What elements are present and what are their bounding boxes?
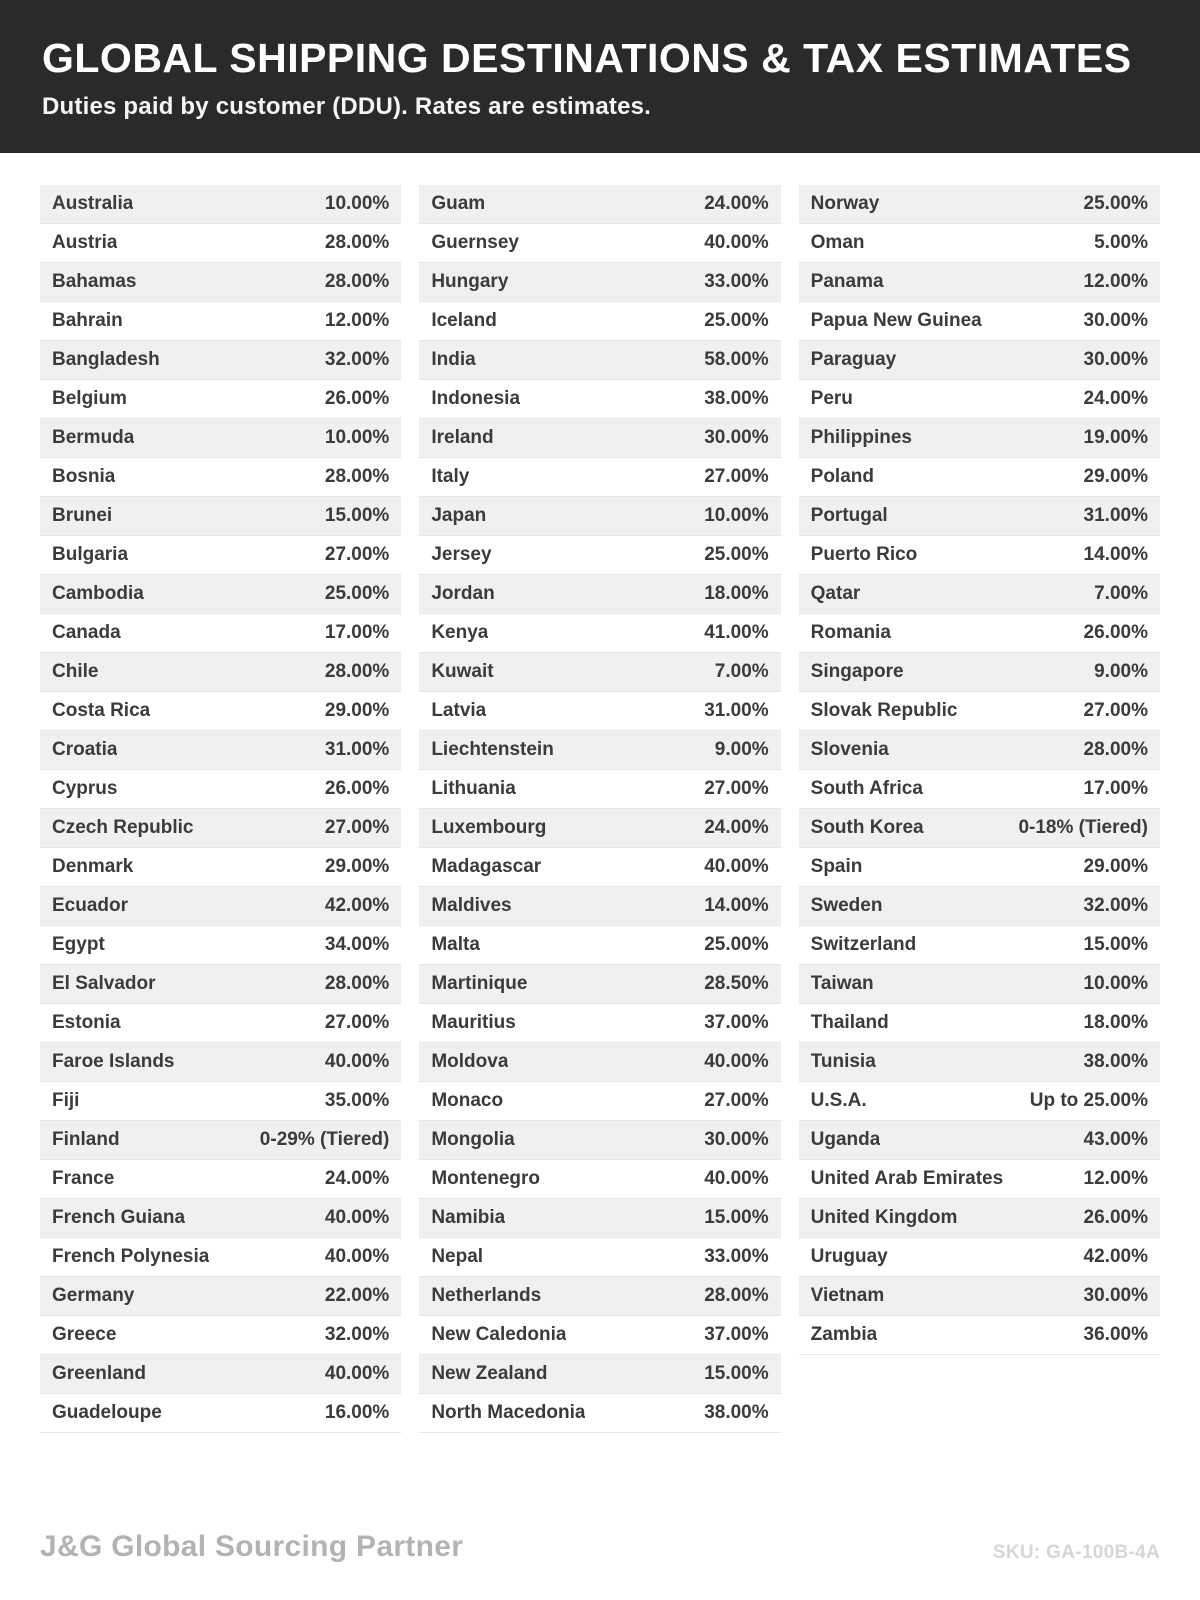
tax-rate: 30.00% bbox=[1083, 1285, 1148, 1307]
country-name: Cyprus bbox=[52, 778, 118, 800]
table-row bbox=[419, 224, 780, 263]
table-row bbox=[40, 575, 401, 614]
table-row bbox=[419, 536, 780, 575]
table-row bbox=[799, 731, 1160, 770]
table-row bbox=[799, 1238, 1160, 1277]
tax-rate: 37.00% bbox=[704, 1324, 769, 1346]
country-name: Lithuania bbox=[431, 778, 516, 800]
tax-rate: 27.00% bbox=[704, 778, 769, 800]
country-name: Uganda bbox=[810, 1129, 881, 1151]
tax-rate: 16.00% bbox=[324, 1402, 390, 1424]
rates-column-2 bbox=[419, 185, 780, 1433]
table-row bbox=[419, 848, 780, 887]
tax-rate: 42.00% bbox=[324, 895, 390, 917]
tax-rate: 28.50% bbox=[704, 973, 769, 995]
country-name: Taiwan bbox=[810, 973, 874, 995]
table-row bbox=[40, 887, 401, 926]
country-name: Cambodia bbox=[52, 583, 144, 605]
country-name: Vietnam bbox=[810, 1285, 885, 1307]
table-row bbox=[40, 926, 401, 965]
country-name: South Africa bbox=[810, 778, 923, 800]
tax-rate: 5.00% bbox=[1094, 232, 1148, 254]
table-row bbox=[40, 692, 401, 731]
tax-rate: 32.00% bbox=[324, 349, 390, 371]
country-name: Maldives bbox=[431, 895, 512, 917]
country-name: Ecuador bbox=[52, 895, 129, 917]
table-row bbox=[799, 1043, 1160, 1082]
tax-rate: 31.00% bbox=[324, 739, 390, 761]
tax-rate: 24.00% bbox=[704, 817, 769, 839]
tax-rate: 7.00% bbox=[714, 661, 769, 683]
table-row bbox=[40, 965, 401, 1004]
country-name: Estonia bbox=[52, 1012, 121, 1034]
country-name: Jersey bbox=[431, 544, 492, 566]
country-name: Mauritius bbox=[431, 1012, 516, 1034]
tax-rate: 36.00% bbox=[1083, 1324, 1148, 1346]
table-row bbox=[419, 965, 780, 1004]
table-row bbox=[40, 809, 401, 848]
country-name: Tunisia bbox=[810, 1051, 876, 1073]
table-row bbox=[799, 848, 1160, 887]
country-name: Ireland bbox=[431, 427, 494, 449]
tax-rate: 38.00% bbox=[704, 388, 769, 410]
country-name: Iceland bbox=[431, 310, 497, 332]
table-row bbox=[40, 1160, 401, 1199]
table-row bbox=[799, 536, 1160, 575]
tax-rate: 35.00% bbox=[324, 1090, 390, 1112]
tax-rate: 27.00% bbox=[324, 544, 390, 566]
country-name: Liechtenstein bbox=[431, 739, 554, 761]
country-name: Latvia bbox=[431, 700, 487, 722]
country-name: Uruguay bbox=[810, 1246, 888, 1268]
tax-rate: 22.00% bbox=[324, 1285, 390, 1307]
tax-rate: 40.00% bbox=[704, 1051, 769, 1073]
table-row bbox=[799, 1082, 1160, 1121]
table-row bbox=[799, 341, 1160, 380]
tax-rate: 32.00% bbox=[1083, 895, 1148, 917]
table-row bbox=[419, 380, 780, 419]
table-row bbox=[799, 380, 1160, 419]
table-row bbox=[419, 1199, 780, 1238]
country-name: Mongolia bbox=[431, 1129, 515, 1151]
tax-rate: 18.00% bbox=[704, 583, 769, 605]
country-name: U.S.A. bbox=[810, 1090, 867, 1112]
tax-rate: 40.00% bbox=[324, 1246, 390, 1268]
table-row bbox=[799, 809, 1160, 848]
tax-rate: 28.00% bbox=[704, 1285, 769, 1307]
table-row bbox=[419, 458, 780, 497]
table-row bbox=[419, 302, 780, 341]
tax-rate: 43.00% bbox=[1083, 1129, 1148, 1151]
country-name: Singapore bbox=[810, 661, 904, 683]
country-name: Philippines bbox=[810, 427, 913, 449]
table-row bbox=[419, 1355, 780, 1394]
table-row bbox=[799, 419, 1160, 458]
table-row bbox=[419, 419, 780, 458]
tax-rate: 15.00% bbox=[1083, 934, 1148, 956]
tax-rate: 10.00% bbox=[324, 427, 390, 449]
table-row bbox=[799, 497, 1160, 536]
tax-rate: 0-18% (Tiered) bbox=[1018, 817, 1148, 839]
table-row bbox=[799, 653, 1160, 692]
country-name: New Zealand bbox=[431, 1363, 548, 1385]
table-row bbox=[40, 1082, 401, 1121]
country-name: Chile bbox=[52, 661, 99, 683]
country-name: Papua New Guinea bbox=[810, 310, 982, 332]
tax-rate: 26.00% bbox=[324, 388, 390, 410]
country-name: Slovak Republic bbox=[810, 700, 958, 722]
table-row bbox=[419, 1316, 780, 1355]
tax-rate: 29.00% bbox=[324, 700, 390, 722]
tax-rate: 40.00% bbox=[324, 1363, 390, 1385]
country-name: Fiji bbox=[52, 1090, 80, 1112]
page-subtitle: Duties paid by customer (DDU). Rates are estimates. bbox=[42, 93, 652, 121]
country-name: Namibia bbox=[431, 1207, 506, 1229]
country-name: Greenland bbox=[52, 1363, 146, 1385]
tax-rate: 24.00% bbox=[1083, 388, 1148, 410]
country-name: Croatia bbox=[52, 739, 118, 761]
table-row bbox=[419, 653, 780, 692]
tax-rate: 25.00% bbox=[704, 934, 769, 956]
country-name: Spain bbox=[810, 856, 863, 878]
table-row bbox=[419, 1160, 780, 1199]
tax-rate: 15.00% bbox=[704, 1363, 769, 1385]
country-name: Moldova bbox=[431, 1051, 509, 1073]
tax-rate: 26.00% bbox=[324, 778, 390, 800]
table-row bbox=[419, 1043, 780, 1082]
table-row bbox=[40, 1004, 401, 1043]
tax-rate: 28.00% bbox=[324, 973, 390, 995]
tax-rate: 17.00% bbox=[1083, 778, 1148, 800]
table-row bbox=[799, 965, 1160, 1004]
tax-rate: 29.00% bbox=[1083, 856, 1148, 878]
footer bbox=[40, 1530, 1160, 1564]
tax-rate: 31.00% bbox=[704, 700, 769, 722]
table-row bbox=[419, 341, 780, 380]
country-name: Paraguay bbox=[810, 349, 897, 371]
country-name: Netherlands bbox=[431, 1285, 542, 1307]
country-name: New Caledonia bbox=[431, 1324, 567, 1346]
country-name: Guadeloupe bbox=[52, 1402, 162, 1424]
tax-rate: 12.00% bbox=[1083, 271, 1148, 293]
tax-rate: 27.00% bbox=[324, 817, 390, 839]
country-name: Romania bbox=[810, 622, 891, 644]
table-row bbox=[419, 692, 780, 731]
tax-rate: 30.00% bbox=[1083, 310, 1148, 332]
tax-rate: 14.00% bbox=[1083, 544, 1148, 566]
tax-rate: 37.00% bbox=[704, 1012, 769, 1034]
country-name: Jordan bbox=[431, 583, 495, 605]
tax-rate: 30.00% bbox=[704, 427, 769, 449]
country-name: Egypt bbox=[52, 934, 105, 956]
country-name: Portugal bbox=[810, 505, 888, 527]
tax-rate: 28.00% bbox=[324, 271, 390, 293]
tax-rate: 26.00% bbox=[1083, 1207, 1148, 1229]
tax-rate: 33.00% bbox=[704, 1246, 769, 1268]
table-row bbox=[419, 1082, 780, 1121]
tax-rate: Up to 25.00% bbox=[1029, 1090, 1148, 1112]
country-name: Montenegro bbox=[431, 1168, 541, 1190]
table-row bbox=[40, 497, 401, 536]
table-row bbox=[40, 1121, 401, 1160]
table-row bbox=[799, 614, 1160, 653]
country-name: Germany bbox=[52, 1285, 135, 1307]
country-name: Canada bbox=[52, 622, 121, 644]
country-name: North Macedonia bbox=[431, 1402, 586, 1424]
country-name: Luxembourg bbox=[431, 817, 547, 839]
country-name: Italy bbox=[431, 466, 470, 488]
tax-rate: 15.00% bbox=[324, 505, 390, 527]
tax-rate: 24.00% bbox=[704, 193, 769, 215]
country-name: Denmark bbox=[52, 856, 134, 878]
tax-rate: 12.00% bbox=[1083, 1168, 1148, 1190]
tax-rate: 28.00% bbox=[324, 466, 390, 488]
tax-rate: 10.00% bbox=[704, 505, 769, 527]
table-row bbox=[799, 692, 1160, 731]
table-row bbox=[419, 731, 780, 770]
country-name: Monaco bbox=[431, 1090, 504, 1112]
table-row bbox=[40, 1316, 401, 1355]
country-name: Japan bbox=[431, 505, 487, 527]
tax-rate: 40.00% bbox=[324, 1207, 390, 1229]
tax-rate: 38.00% bbox=[704, 1402, 769, 1424]
tax-rate: 29.00% bbox=[1083, 466, 1148, 488]
table-row bbox=[799, 263, 1160, 302]
table-row bbox=[419, 263, 780, 302]
table-row bbox=[40, 224, 401, 263]
table-row bbox=[799, 185, 1160, 224]
tax-rate: 10.00% bbox=[1083, 973, 1148, 995]
country-name: France bbox=[52, 1168, 115, 1190]
table-row bbox=[799, 1277, 1160, 1316]
country-name: Nepal bbox=[431, 1246, 484, 1268]
table-row bbox=[419, 575, 780, 614]
tax-rate: 28.00% bbox=[324, 232, 390, 254]
country-name: Peru bbox=[810, 388, 853, 410]
country-name: Bahamas bbox=[52, 271, 137, 293]
table-row bbox=[40, 1277, 401, 1316]
country-name: Bangladesh bbox=[52, 349, 160, 371]
country-name: United Arab Emirates bbox=[810, 1168, 1004, 1190]
country-name: Austria bbox=[52, 232, 118, 254]
table-row bbox=[40, 1238, 401, 1277]
rates-column-3 bbox=[799, 185, 1160, 1433]
tax-rate: 24.00% bbox=[324, 1168, 390, 1190]
country-name: Bermuda bbox=[52, 427, 135, 449]
table-row bbox=[419, 1121, 780, 1160]
page-title: GLOBAL SHIPPING DESTINATIONS & TAX ESTIMATES bbox=[42, 35, 1132, 81]
tax-rate: 33.00% bbox=[704, 271, 769, 293]
table-row bbox=[40, 1199, 401, 1238]
table-row bbox=[799, 575, 1160, 614]
tax-rate: 40.00% bbox=[704, 232, 769, 254]
tax-rate: 0-29% (Tiered) bbox=[259, 1129, 390, 1151]
tax-rate: 40.00% bbox=[704, 1168, 769, 1190]
country-name: India bbox=[431, 349, 476, 371]
table-row bbox=[40, 770, 401, 809]
table-row bbox=[419, 1238, 780, 1277]
tax-rate: 27.00% bbox=[1083, 700, 1148, 722]
table-row bbox=[419, 1394, 780, 1433]
table-row bbox=[419, 926, 780, 965]
table-row bbox=[40, 653, 401, 692]
country-name: Bahrain bbox=[52, 310, 123, 332]
table-row bbox=[40, 458, 401, 497]
table-row bbox=[40, 263, 401, 302]
table-row bbox=[40, 614, 401, 653]
country-name: Martinique bbox=[431, 973, 528, 995]
brand-name: J&G Global Sourcing Partner bbox=[40, 1530, 464, 1563]
country-name: Norway bbox=[810, 193, 880, 215]
table-row bbox=[40, 1394, 401, 1433]
tax-rate: 38.00% bbox=[1083, 1051, 1148, 1073]
country-name: Madagascar bbox=[431, 856, 542, 878]
tax-rate: 28.00% bbox=[1083, 739, 1148, 761]
tax-rate: 9.00% bbox=[1094, 661, 1148, 683]
rates-table bbox=[40, 185, 1160, 1433]
table-row bbox=[40, 1043, 401, 1082]
country-name: Panama bbox=[810, 271, 884, 293]
tax-rate: 25.00% bbox=[1083, 193, 1148, 215]
country-name: French Guiana bbox=[52, 1207, 186, 1229]
table-row bbox=[40, 419, 401, 458]
country-name: Puerto Rico bbox=[810, 544, 918, 566]
tax-rate: 27.00% bbox=[704, 1090, 769, 1112]
table-row bbox=[799, 1316, 1160, 1355]
country-name: Malta bbox=[431, 934, 480, 956]
country-name: Zambia bbox=[810, 1324, 878, 1346]
tax-rate: 30.00% bbox=[704, 1129, 769, 1151]
country-name: Guam bbox=[431, 193, 486, 215]
country-name: Switzerland bbox=[810, 934, 917, 956]
table-row bbox=[799, 458, 1160, 497]
country-name: Thailand bbox=[810, 1012, 889, 1034]
table-row bbox=[40, 848, 401, 887]
tax-rate: 32.00% bbox=[324, 1324, 390, 1346]
tax-rate: 14.00% bbox=[704, 895, 769, 917]
country-name: Australia bbox=[52, 193, 134, 215]
tax-rate: 7.00% bbox=[1094, 583, 1148, 605]
country-name: Belgium bbox=[52, 388, 127, 410]
country-name: Greece bbox=[52, 1324, 117, 1346]
table-row bbox=[419, 1277, 780, 1316]
tax-rate: 41.00% bbox=[704, 622, 769, 644]
country-name: Brunei bbox=[52, 505, 113, 527]
table-row bbox=[419, 185, 780, 224]
tax-rate: 31.00% bbox=[1083, 505, 1148, 527]
tax-rate: 30.00% bbox=[1083, 349, 1148, 371]
table-row bbox=[799, 224, 1160, 263]
tax-rate: 42.00% bbox=[1083, 1246, 1148, 1268]
sku-label: SKU: GA-100B-4A bbox=[992, 1542, 1160, 1563]
country-name: Oman bbox=[810, 232, 865, 254]
rates-column-1 bbox=[40, 185, 401, 1433]
tax-rate: 34.00% bbox=[324, 934, 390, 956]
country-name: Kuwait bbox=[431, 661, 494, 683]
table-row bbox=[40, 536, 401, 575]
country-name: South Korea bbox=[810, 817, 924, 839]
table-row bbox=[799, 887, 1160, 926]
tax-rate: 27.00% bbox=[324, 1012, 390, 1034]
table-row bbox=[799, 926, 1160, 965]
tax-rate: 12.00% bbox=[324, 310, 390, 332]
table-row bbox=[419, 887, 780, 926]
tax-rate: 27.00% bbox=[704, 466, 769, 488]
table-row bbox=[419, 614, 780, 653]
country-name: Indonesia bbox=[431, 388, 521, 410]
table-row bbox=[40, 731, 401, 770]
country-name: Finland bbox=[52, 1129, 120, 1151]
table-row bbox=[799, 1004, 1160, 1043]
table-row bbox=[419, 497, 780, 536]
table-row bbox=[799, 770, 1160, 809]
country-name: Poland bbox=[810, 466, 874, 488]
table-row bbox=[40, 185, 401, 224]
tax-rate: 18.00% bbox=[1083, 1012, 1148, 1034]
country-name: Hungary bbox=[431, 271, 509, 293]
country-name: Slovenia bbox=[810, 739, 889, 761]
country-name: United Kingdom bbox=[810, 1207, 958, 1229]
header-banner bbox=[0, 0, 1200, 153]
country-name: Faroe Islands bbox=[52, 1051, 175, 1073]
country-name: Sweden bbox=[810, 895, 883, 917]
tax-rate: 19.00% bbox=[1083, 427, 1148, 449]
tax-rate: 29.00% bbox=[324, 856, 390, 878]
table-row bbox=[40, 302, 401, 341]
table-row bbox=[419, 1004, 780, 1043]
tax-rate: 26.00% bbox=[1083, 622, 1148, 644]
table-row bbox=[419, 809, 780, 848]
table-row bbox=[40, 341, 401, 380]
tax-rate: 25.00% bbox=[704, 310, 769, 332]
country-name: Costa Rica bbox=[52, 700, 151, 722]
tax-rate: 40.00% bbox=[704, 856, 769, 878]
table-row bbox=[40, 380, 401, 419]
country-name: Bosnia bbox=[52, 466, 116, 488]
country-name: Bulgaria bbox=[52, 544, 129, 566]
tax-rate: 10.00% bbox=[324, 193, 390, 215]
tax-rate: 28.00% bbox=[324, 661, 390, 683]
country-name: Czech Republic bbox=[52, 817, 194, 839]
table-row bbox=[799, 302, 1160, 341]
table-row bbox=[799, 1160, 1160, 1199]
tax-rate: 9.00% bbox=[714, 739, 769, 761]
table-row bbox=[799, 1199, 1160, 1238]
tax-rate: 58.00% bbox=[704, 349, 769, 371]
country-name: French Polynesia bbox=[52, 1246, 210, 1268]
tax-rate: 15.00% bbox=[704, 1207, 769, 1229]
table-row bbox=[40, 1355, 401, 1394]
country-name: Qatar bbox=[810, 583, 861, 605]
country-name: Kenya bbox=[431, 622, 489, 644]
tax-rate: 17.00% bbox=[324, 622, 390, 644]
country-name: Guernsey bbox=[431, 232, 519, 254]
table-row bbox=[419, 770, 780, 809]
tax-rate: 25.00% bbox=[324, 583, 390, 605]
country-name: El Salvador bbox=[52, 973, 156, 995]
tax-rate: 40.00% bbox=[324, 1051, 390, 1073]
tax-rate: 25.00% bbox=[704, 544, 769, 566]
table-row bbox=[799, 1121, 1160, 1160]
